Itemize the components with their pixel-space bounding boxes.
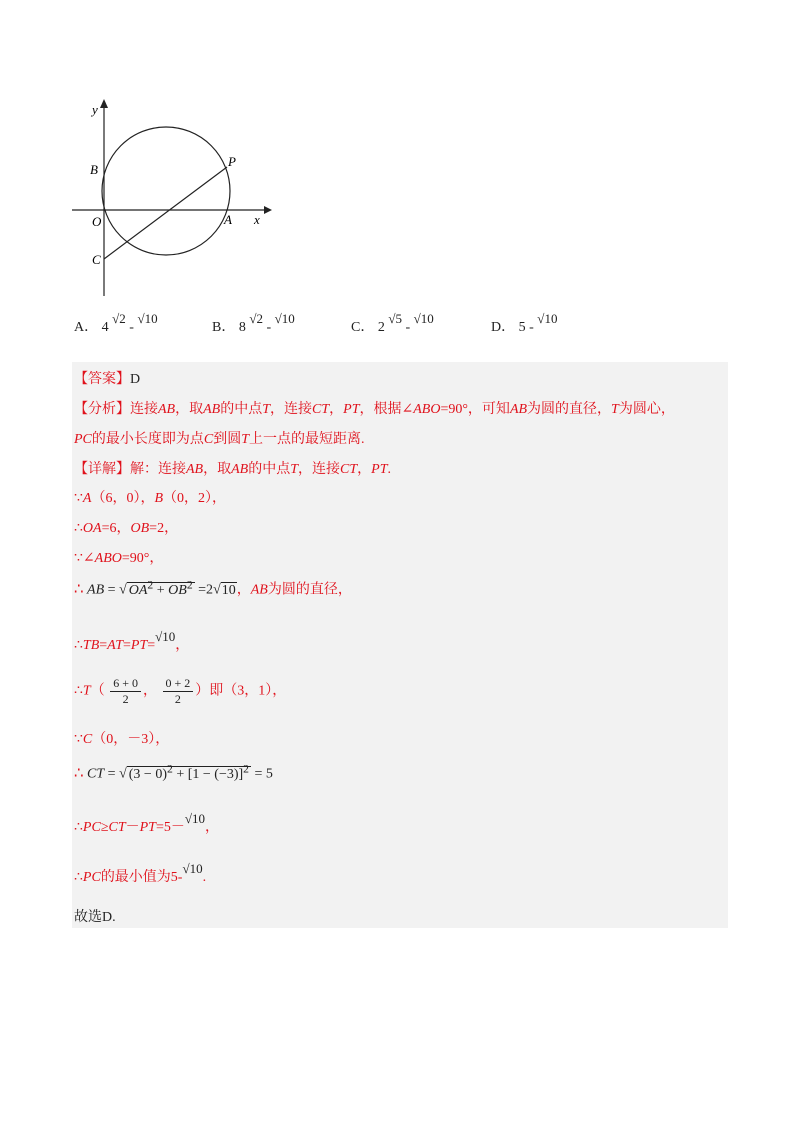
sqrt-term: √10 (537, 311, 558, 326)
detail-line-3: ∴OA=6，OB=2， (74, 521, 179, 536)
sqrt-10: √10 (213, 582, 236, 598)
detail-line-1: 【详解】解：连接AB，取AB的中点T，连接CT，PT. (74, 462, 391, 477)
sqrt-term: √2 (249, 311, 263, 326)
detail-line-2: ∵A（6，0），B（0，2）， (74, 491, 227, 506)
answer-tag: 【答案】 (74, 372, 130, 387)
circle-coordinate-figure (64, 96, 274, 301)
option-b[interactable] (212, 311, 295, 336)
x-axis-arrow (264, 206, 272, 214)
sqrt-term: √10 (274, 311, 295, 326)
option-minus: - (405, 320, 411, 335)
detail-line-6: ∴TB=AT=PT=√10， (74, 629, 190, 653)
sqrt-10: √10 (182, 861, 203, 876)
sqrt-term: √10 (413, 311, 434, 326)
circle-t (102, 127, 230, 255)
sqrt-ct: √ $(3 - 0)^2 + [1 - (-3)]^2$ (119, 762, 249, 782)
option-coef: 4 (101, 320, 109, 335)
fraction-x: $\frac{6 + 0}{2}$ (110, 676, 141, 707)
analysis-line-1: 【分析】连接AB，取AB的中点T，连接CT，PT，根据∠ABO=90°，可知AB为圆的直径，T为圆心， (74, 402, 675, 417)
option-coef: 2 (377, 320, 385, 335)
detail-line-9: ∴ CT = √ $(3 - 0)^2 + [1 - (-3)]^2 = 5$ (74, 762, 273, 782)
option-letter: B． (212, 320, 236, 335)
detail-line-4: ∵∠ABO=90°， (74, 551, 164, 566)
option-d[interactable] (491, 311, 558, 336)
label-c: C (92, 252, 101, 267)
detail-line-11: ∴PC的最小值为5-√10. (74, 861, 207, 885)
detail-line-5: ∴ AB = √ $OA^2 + OB^2 =2√10$，AB为圆的直径， (74, 578, 352, 598)
label-o: O (92, 214, 102, 229)
detail-line-8: ∵C（0，－3）， (74, 732, 170, 747)
label-y: y (92, 102, 98, 117)
answer-value: D (130, 372, 141, 387)
option-letter: A． (74, 320, 99, 335)
fraction-y: $\frac{0 + 2}{2}$ (163, 676, 194, 707)
sqrt-ab: √ $OA^2 + OB^2$ (119, 578, 193, 598)
option-c[interactable] (351, 311, 434, 336)
option-letter: C． (351, 320, 375, 335)
answer-line (74, 368, 140, 388)
option-minus: - (266, 320, 272, 335)
y-axis-arrow (100, 99, 108, 108)
segment-cp (104, 167, 227, 259)
label-b: B (90, 162, 98, 177)
label-a: A (224, 212, 232, 227)
sqrt-term: √2 (112, 311, 126, 326)
detail-line-10: ∴PC≥CT－PT=5－√10， (74, 811, 220, 835)
sqrt-term: √10 (137, 311, 158, 326)
option-a[interactable] (74, 311, 158, 336)
detail-line-7: ∴T（ $\frac{6 + 0}{2}$ ， $\frac{0 + 2}{2}$ ）即（3，1）， (74, 676, 287, 706)
sqrt-10: √10 (184, 811, 206, 826)
option-coef: 5 - (518, 320, 534, 335)
label-p: P (228, 154, 236, 169)
sqrt-term: √5 (388, 311, 402, 326)
sqrt-10: √10 (155, 629, 176, 644)
option-letter: D． (491, 320, 516, 335)
analysis-line-2: PC的最小长度即为点C到圆T上一点的最短距离. (74, 432, 365, 447)
detail-line-12: 故选D. (74, 910, 116, 925)
label-x: x (254, 212, 260, 227)
option-coef: 8 (238, 320, 246, 335)
option-minus: - (129, 320, 134, 335)
